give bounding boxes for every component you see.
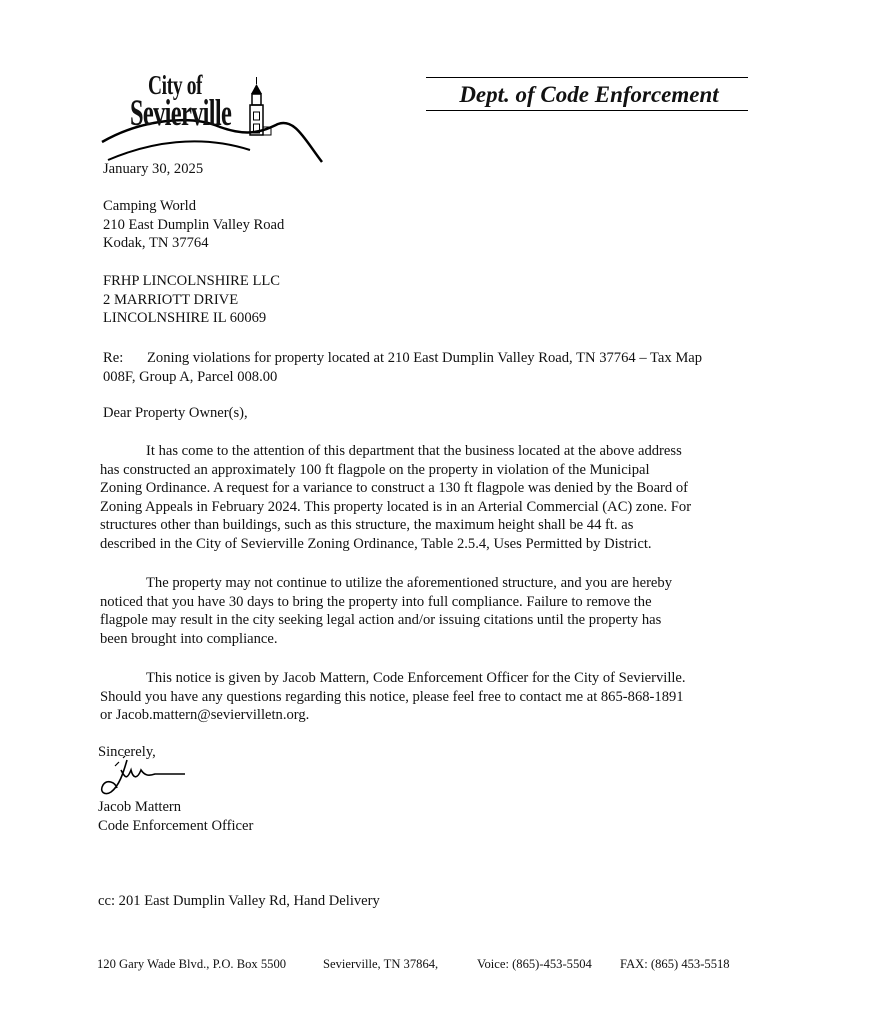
footer-city: Sevierville, TN 37864,: [323, 957, 439, 971]
paragraph-line: noticed that you have 30 days to bring the property into full compliance. Failure to remove the: [100, 593, 652, 610]
letter-date: January 30, 2025: [103, 161, 204, 177]
paragraph-line: The property may not continue to utilize the aforementioned structure, and you are hereby: [146, 575, 672, 591]
paragraph-line: Zoning Appeals in February 2024. This property located is in an Arterial Commercial (AC) zone. For: [100, 498, 692, 515]
recipient-line: Kodak, TN 37764: [103, 235, 209, 251]
paragraph-line: structures other than buildings, such as this structure, the maximum height shall be 44 ft. as: [100, 517, 634, 533]
paragraph-line: It has come to the attention of this department that the business located at the above address: [146, 443, 682, 459]
body-paragraph-2: [100, 574, 750, 648]
paragraph-line: has constructed an approximately 100 ft flagpole on the property in violation of the Municipal: [100, 461, 650, 478]
re-label: Re:: [103, 350, 124, 366]
recipient-line: 2 MARRIOTT DRIVE: [103, 291, 239, 308]
department-title: Dept. of Code Enforcement: [459, 82, 719, 107]
paragraph-line: flagpole may result in the city seeking legal action and/or issuing citations until the property has: [100, 612, 662, 628]
paragraph-line: described in the City of Sevierville Zoning Ordinance, Table 2.5.4, Uses Permitted by District.: [100, 535, 652, 552]
signer-title: Code Enforcement Officer: [98, 818, 254, 834]
header-rule-bottom: [426, 110, 748, 111]
logo-text-city-of: City of: [148, 70, 203, 100]
footer-address: 120 Gary Wade Blvd., P.O. Box 5500: [97, 957, 287, 971]
recipient-line: FRHP LINCOLNSHIRE LLC: [103, 273, 281, 289]
recipient-line: Camping World: [103, 198, 197, 214]
logo-text-sevierville: Sevierville: [130, 93, 232, 134]
closing: Sincerely,: [98, 744, 156, 760]
body-paragraph-1: [100, 442, 750, 553]
paragraph-line: or Jacob.mattern@seviervilletn.org.: [100, 707, 310, 723]
signer-name: Jacob Mattern: [98, 799, 182, 815]
re-subject-line-1: Zoning violations for property located at 210 East Dumplin Valley Road, TN 37764 – Tax Map: [147, 350, 703, 366]
re-subject-line-2: 008F, Group A, Parcel 008.00: [103, 369, 278, 385]
recipient-block-2: [103, 272, 280, 328]
body-paragraph-3: [100, 669, 750, 725]
header-rule-top: [426, 77, 748, 78]
paragraph-line: Should you have any questions regarding this notice, please feel free to contact me at 865-868-1891: [100, 688, 684, 705]
footer-fax: FAX: (865) 453-5518: [620, 957, 730, 971]
footer-voice: Voice: (865)-453-5504: [477, 957, 592, 971]
paragraph-line: been brought into compliance.: [100, 630, 278, 647]
recipient-block-1: [103, 197, 284, 253]
cc-line: cc: 201 East Dumplin Valley Rd, Hand Delivery: [98, 893, 380, 909]
salutation: Dear Property Owner(s),: [103, 405, 248, 421]
recipient-line: LINCOLNSHIRE IL 60069: [103, 310, 267, 326]
paragraph-line: This notice is given by Jacob Mattern, Code Enforcement Officer for the City of Sevierville.: [146, 670, 686, 686]
paragraph-line: Zoning Ordinance. A request for a variance to construct a 130 ft flagpole was denied by the Board of: [100, 480, 689, 496]
recipient-line: 210 East Dumplin Valley Road: [103, 216, 285, 233]
